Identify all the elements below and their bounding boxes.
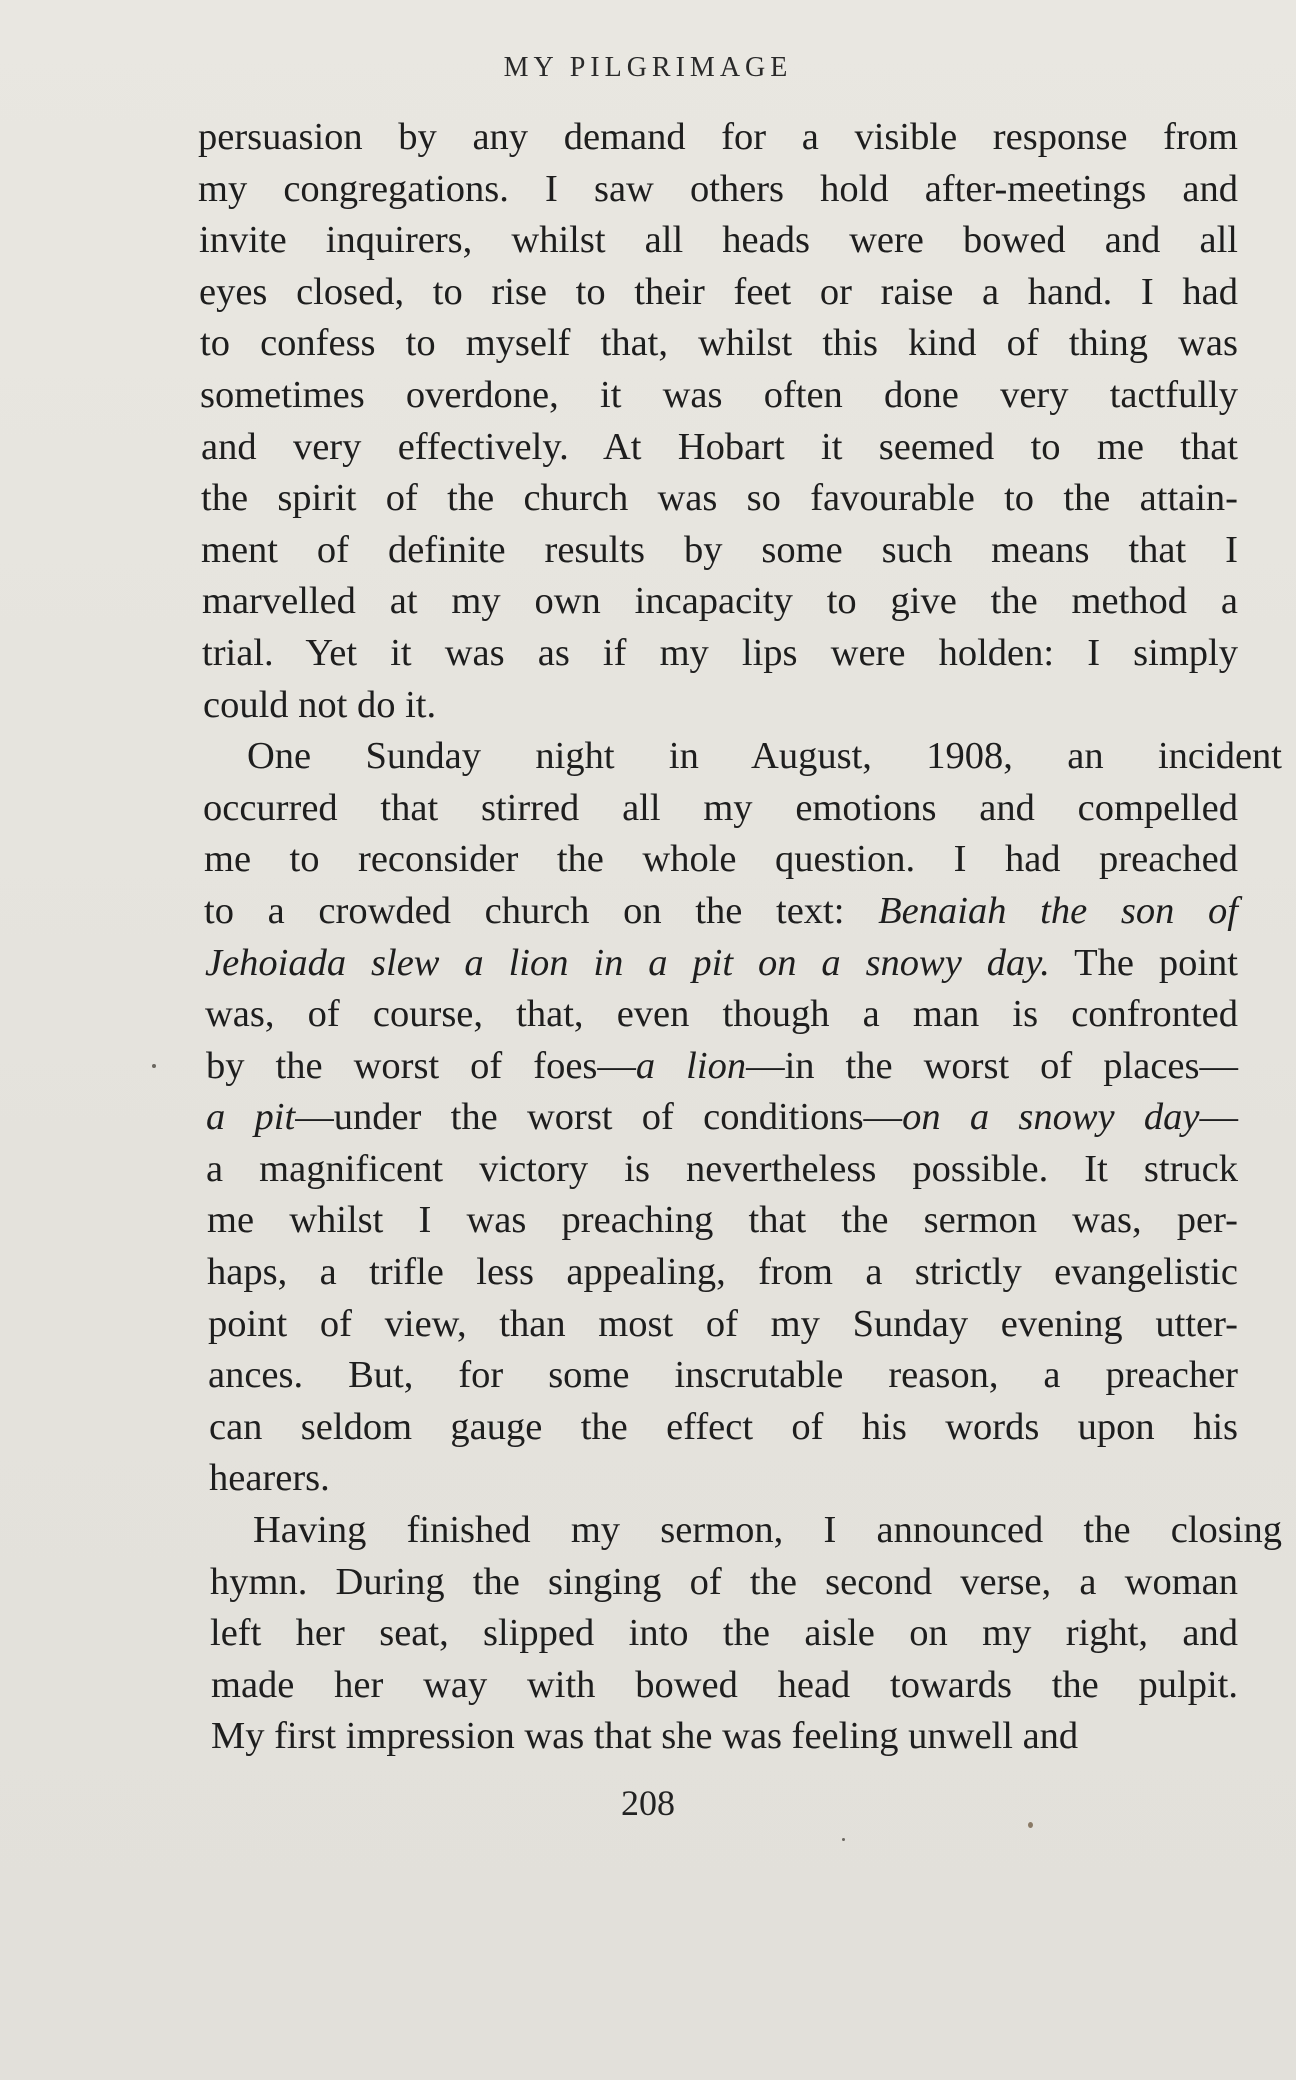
paragraph — [198, 731, 1282, 1505]
text-line — [199, 215, 1238, 267]
text-run: to confess to myself that, whilst this kind of thing was — [200, 322, 1238, 365]
text-line — [201, 525, 1238, 577]
text-line — [202, 628, 1238, 680]
text-run: left her seat, slipped into the aisle on my right, and — [210, 1612, 1238, 1655]
text-line — [203, 783, 1238, 835]
italic-run: a lion — [635, 1044, 747, 1087]
text-run: to a crowded church on the text: — [204, 889, 879, 932]
text-line — [200, 370, 1238, 422]
text-line — [206, 1041, 1238, 1093]
text-run: me whilst I was preaching that the sermon was, per- — [207, 1199, 1238, 1242]
text-line — [208, 1350, 1238, 1402]
text-run: invite inquirers, whilst all heads were bowed and all — [199, 219, 1238, 262]
text-line — [209, 1453, 1238, 1505]
text-run: haps, a trifle less appealing, from a strictly evangelistic — [207, 1251, 1238, 1294]
text-run: My first impression was that she was feeling unwell and — [211, 1715, 1079, 1758]
paragraph — [198, 1505, 1282, 1763]
text-run: —in the worst of places— — [746, 1044, 1238, 1087]
text-line — [211, 1660, 1238, 1712]
text-run: occurred that stirred all my emotions and compelled — [203, 786, 1238, 829]
paper-speck — [842, 1838, 845, 1841]
text-run: persuasion by any demand for a visible response from — [198, 116, 1238, 158]
text-line — [206, 1144, 1238, 1196]
text-run: my congregations. I saw others hold after-meetings and — [198, 167, 1238, 210]
text-run: trial. Yet it was as if my lips were holden: I simply — [202, 631, 1238, 674]
text-line — [199, 267, 1238, 319]
text-line — [203, 680, 1238, 732]
text-run: by the worst of foes— — [206, 1044, 636, 1087]
italic-run: Benaiah the son of — [878, 889, 1238, 932]
paragraph — [198, 112, 1238, 731]
text-run: me to reconsider the whole question. I had preached — [204, 838, 1238, 881]
italic-run: a pit — [206, 1096, 296, 1139]
text-line — [207, 1195, 1238, 1247]
text-line — [210, 1557, 1238, 1609]
body-text — [198, 112, 1282, 1763]
text-run: hymn. During the singing of the second verse, a woman — [210, 1560, 1238, 1603]
text-run: made her way with bowed head towards the pulpit. — [211, 1663, 1238, 1706]
text-run: was, of course, that, even though a man is confronted — [205, 993, 1238, 1036]
text-line — [209, 1402, 1238, 1454]
page-number: 208 — [621, 1783, 675, 1823]
text-line — [198, 112, 1238, 164]
text-run: One Sunday night in August, 1908, an incident — [247, 735, 1282, 778]
text-run: sometimes overdone, it was often done very tactfully — [200, 373, 1238, 416]
text-run: —under the worst of conditions— — [295, 1096, 903, 1139]
text-line — [198, 164, 1238, 216]
text-line — [209, 1505, 1282, 1557]
text-line — [201, 473, 1238, 525]
italic-run: Jehoiada slew a lion in a pit on a snowy day. — [205, 941, 1050, 984]
text-run: ances. But, for some inscrutable reason, a preacher — [208, 1354, 1238, 1397]
running-head: MY PILGRIMAGE — [503, 52, 793, 83]
text-run: eyes closed, to rise to their feet or raise a hand. I had — [199, 270, 1238, 313]
text-line — [203, 731, 1282, 783]
text-run: marvelled at my own incapacity to give the method a — [202, 580, 1238, 623]
text-line — [206, 1092, 1238, 1144]
paper-speck — [1028, 1822, 1033, 1828]
text-line — [204, 886, 1238, 938]
text-run: and very effectively. At Hobart it seemed to me that — [201, 425, 1238, 468]
text-run: a magnificent victory is nevertheless possible. It struck — [206, 1147, 1238, 1190]
text-line — [204, 834, 1238, 886]
text-line — [207, 1247, 1238, 1299]
text-line — [208, 1299, 1238, 1351]
text-run: The point — [1049, 941, 1238, 984]
text-line — [200, 318, 1238, 370]
text-run: could not do it. — [203, 683, 437, 726]
text-line — [205, 938, 1238, 990]
text-run: ment of definite results by some such means that I — [201, 528, 1238, 571]
text-line — [211, 1711, 1238, 1763]
text-run: the spirit of the church was so favourable to the attain- — [201, 477, 1238, 520]
text-run: point of view, than most of my Sunday evening utter- — [208, 1302, 1238, 1345]
text-line — [210, 1608, 1238, 1660]
italic-run: on a snowy day — [902, 1096, 1200, 1139]
text-line — [205, 989, 1238, 1041]
text-run: Having finished my sermon, I announced the closing — [253, 1509, 1282, 1552]
text-run: — — [1199, 1096, 1239, 1139]
text-run: hearers. — [209, 1457, 330, 1500]
paper-speck — [152, 1064, 156, 1068]
text-run: can seldom gauge the effect of his words upon his — [209, 1405, 1238, 1448]
text-line — [202, 576, 1238, 628]
text-line — [201, 422, 1238, 474]
